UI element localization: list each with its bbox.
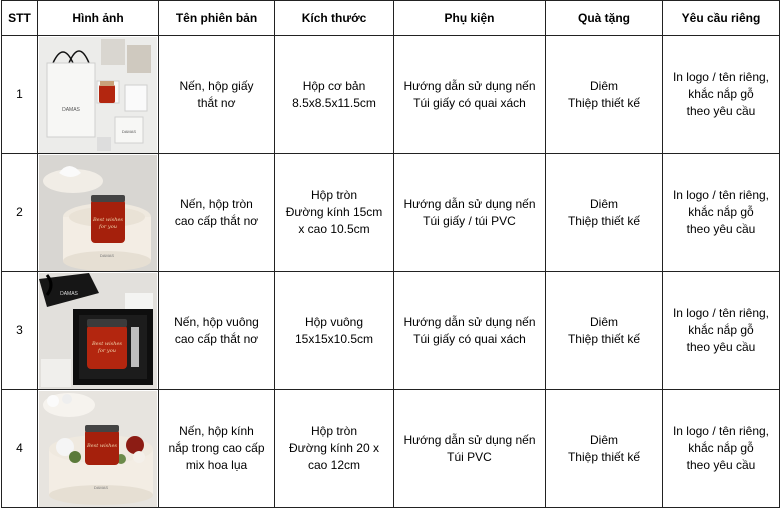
header-image: Hình ảnh (38, 1, 159, 36)
gifts-cell: Diêm Thiệp thiết kế (546, 390, 663, 508)
size-cell: Hộp cơ bản 8.5x8.5x11.5cm (275, 36, 394, 154)
svg-text:for you: for you (99, 223, 117, 230)
version-name-cell: Nến, hộp kính nắp trong cao cấp mix hoa lụa (159, 390, 275, 508)
candle-paper-bag-photo (39, 37, 157, 153)
row-number: 1 (2, 36, 38, 154)
gifts-cell: Diêm Thiệp thiết kế (546, 154, 663, 272)
image-cell (38, 154, 159, 272)
image-cell (38, 36, 159, 154)
header-size: Kích thước (275, 1, 394, 36)
product-image (39, 155, 157, 271)
header-stt: STT (2, 1, 38, 36)
custom-request-cell: In logo / tên riêng, khắc nắp gỗ theo yêu cầu (663, 272, 780, 390)
row-number: 2 (2, 154, 38, 272)
candle-round-box-photo (39, 155, 157, 271)
accessories-cell: Hướng dẫn sử dụng nến Túi PVC (394, 390, 546, 508)
svg-text:Best wishes: Best wishes (92, 340, 122, 347)
row-number: 4 (2, 390, 38, 508)
header-row (2, 1, 780, 36)
svg-text:DAMAS: DAMAS (93, 484, 109, 490)
custom-request-cell: In logo / tên riêng, khắc nắp gỗ theo yêu cầu (663, 154, 780, 272)
svg-text:Best wishes: Best wishes (87, 442, 117, 449)
size-cell: Hộp tròn Đường kính 15cm x cao 10.5cm (275, 154, 394, 272)
header-accessories: Phụ kiện (394, 1, 546, 36)
version-name-cell: Nến, hộp giấy thắt nơ (159, 36, 275, 154)
product-image (39, 391, 157, 507)
table-row (2, 36, 780, 154)
header-name: Tên phiên bản (159, 1, 275, 36)
candle-flower-box-photo (39, 391, 157, 507)
gifts-cell: Diêm Thiệp thiết kế (546, 272, 663, 390)
gifts-cell: Diêm Thiệp thiết kế (546, 36, 663, 154)
svg-text:DAMAS: DAMAS (60, 290, 78, 297)
row-number: 3 (2, 272, 38, 390)
size-cell: Hộp vuông 15x15x10.5cm (275, 272, 394, 390)
version-name-cell: Nến, hộp tròn cao cấp thắt nơ (159, 154, 275, 272)
version-name-cell: Nến, hộp vuông cao cấp thắt nơ (159, 272, 275, 390)
candle-square-box-photo (39, 273, 157, 389)
header-gifts: Quà tặng (546, 1, 663, 36)
svg-text:Best wishes: Best wishes (93, 216, 123, 223)
product-table (1, 0, 780, 508)
image-cell (38, 390, 159, 508)
table-row (2, 272, 780, 390)
product-image (39, 273, 157, 389)
table-row (2, 390, 780, 508)
table-row (2, 154, 780, 272)
image-cell (38, 272, 159, 390)
svg-text:for you: for you (98, 347, 116, 354)
custom-request-cell: In logo / tên riêng, khắc nắp gỗ theo yêu cầu (663, 390, 780, 508)
size-cell: Hộp tròn Đường kính 20 x cao 12cm (275, 390, 394, 508)
accessories-cell: Hướng dẫn sử dụng nến Túi giấy / túi PVC (394, 154, 546, 272)
product-image (39, 37, 157, 153)
accessories-cell: Hướng dẫn sử dụng nến Túi giấy có quai xách (394, 36, 546, 154)
svg-text:DAMAS: DAMAS (99, 252, 115, 258)
custom-request-cell: In logo / tên riêng, khắc nắp gỗ theo yêu cầu (663, 36, 780, 154)
accessories-cell: Hướng dẫn sử dụng nến Túi giấy có quai xách (394, 272, 546, 390)
svg-text:DAMAS: DAMAS (62, 106, 80, 113)
header-custom: Yêu cầu riêng (663, 1, 780, 36)
svg-text:DAMAS: DAMAS (121, 128, 137, 134)
